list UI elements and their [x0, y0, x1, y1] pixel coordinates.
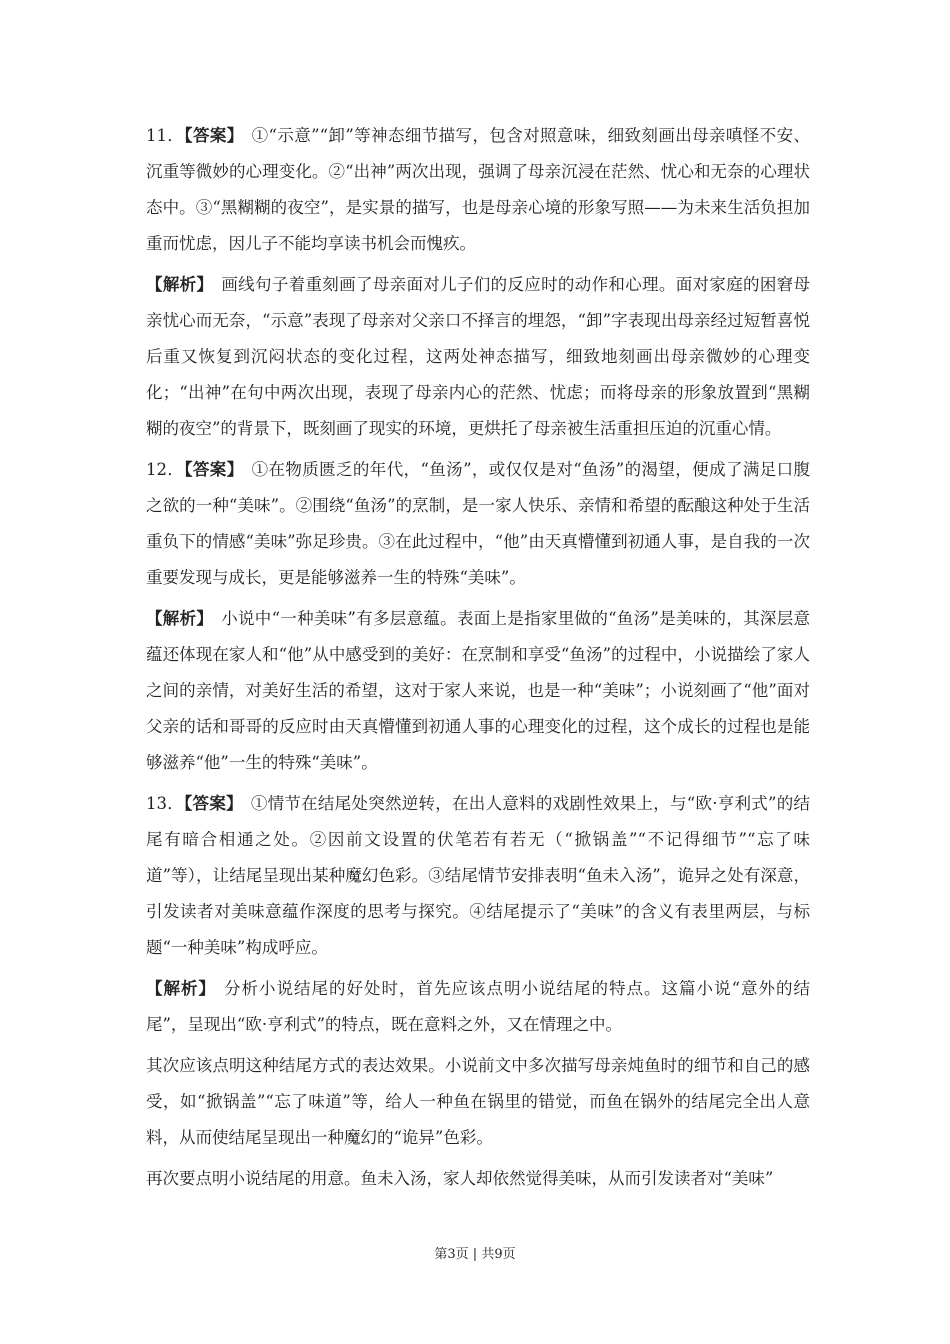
analysis-tag: 【解析】 — [146, 979, 217, 998]
answer-block-11 — [146, 118, 810, 262]
analysis-text: 画线句子着重刻画了母亲面对儿子们的反应时的动作和心理。面对家庭的困窘母亲忧心而无奈，“示意”表现了母亲对父亲口不择言的埋怨，“卸”字表现出母亲经过短暂喜悦后重又恢复到沉闷状态的变化过程，这两处神态描写，细致地刻画出母亲微妙的心理变化；“出神”在句中两次出现，表现了母亲内心的茫然、忧虑；而将母亲的形象放置到“黑糊糊的夜空”的背景下，既刻画了现实的环境，更烘托了母亲被生活重担压迫的沉重心情。 — [146, 275, 811, 438]
analysis-tag: 【解析】 — [146, 275, 214, 294]
answer-block-13 — [146, 786, 810, 966]
question-number: 12． — [146, 460, 185, 479]
analysis-text: 分析小说结尾的好处时，首先应该点明小说结尾的特点。这篇小说“意外的结尾”，呈现出“欧·亨利式”的特点，既在意料之外，又在情理之中。 — [146, 979, 811, 1034]
answer-tag: 【答案】 — [184, 460, 244, 479]
analysis-paragraph — [146, 1048, 810, 1156]
answer-text: ①在物质匮乏的年代，“鱼汤”，或仅仅是对“鱼汤”的渴望，便成了满足口腹之欲的一种“美味”。②围绕“鱼汤”的烹制，是一家人快乐、亲情和希望的酝酿这种处于生活重负下的情感“美味”弥足珍贵。③在此过程中，“他”由天真懵懂到初通人事，是自我的一次重要发现与成长，更是能够滋养一生的特殊“美味”。 — [146, 460, 811, 587]
question-number: 11． — [146, 126, 185, 145]
answer-tag: 【答案】 — [184, 126, 244, 145]
answer-tag: 【答案】 — [184, 794, 243, 813]
analysis-block-12 — [146, 601, 810, 781]
answer-text: ①“示意”“卸”等神态细节描写，包含对照意味，细致刻画出母亲嗔怪不安、沉重等微妙的心理变化。②“出神”两次出现，强调了母亲沉浸在茫然、忧心和无奈的心理状态中。③“黑糊糊的夜空”，是实景的描写，也是母亲心境的形象写照——为未来生活负担加重而忧虑，因儿子不能均享读书机会而愧疚。 — [146, 126, 810, 253]
analysis-block-13 — [146, 971, 810, 1043]
analysis-text: 其次应该点明这种结尾方式的表达效果。小说前文中多次描写母亲炖鱼时的细节和自己的感受，如“掀锅盖”“忘了味道”等，给人一种鱼在锅里的错觉，而鱼在锅外的结尾完全出人意料，从而使结尾呈现出一种魔幻的“诡异”色彩。 — [146, 1056, 810, 1147]
answer-block-12 — [146, 452, 810, 596]
analysis-block-11 — [146, 267, 810, 447]
analysis-text: 小说中“一种美味”有多层意蕴。表面上是指家里做的“鱼汤”是美味的，其深层意蕴还体现在家人和“他”从中感受到的美好：在烹制和享受“鱼汤”的过程中，小说描绘了家人之间的亲情，对美好生活的希望，这对于家人来说，也是一种“美味”；小说刻画了“他”面对父亲的话和哥哥的反应时由天真懵懂到初通人事的心理变化的过程，这个成长的过程也是能够滋养“他”一生的特殊“美味”。 — [146, 609, 811, 772]
page-footer: 第3页 | 共9页 — [434, 1247, 516, 1262]
answer-text: ①情节在结尾处突然逆转，在出人意料的戏剧性效果上，与“欧·亨利式”的结尾有暗合相通之处。②因前文设置的伏笔若有若无（“掀锅盖”“不记得细节”“忘了味道”等），让结尾呈现出某种魔幻色彩。③结尾情节安排表明“鱼未入汤”，诡异之处有深意，引发读者对美味意蕴作深度的思考与探究。④结尾提示了“美味”的含义有表里两层，与标题“一种美味”构成呼应。 — [146, 794, 810, 957]
analysis-text: 再次要点明小说结尾的用意。鱼未入汤，家人却依然觉得美味，从而引发读者对“美味” — [146, 1169, 774, 1188]
question-number: 13． — [146, 794, 185, 813]
analysis-tag: 【解析】 — [146, 609, 214, 628]
answer-content — [146, 118, 810, 1202]
analysis-paragraph — [146, 1161, 810, 1197]
